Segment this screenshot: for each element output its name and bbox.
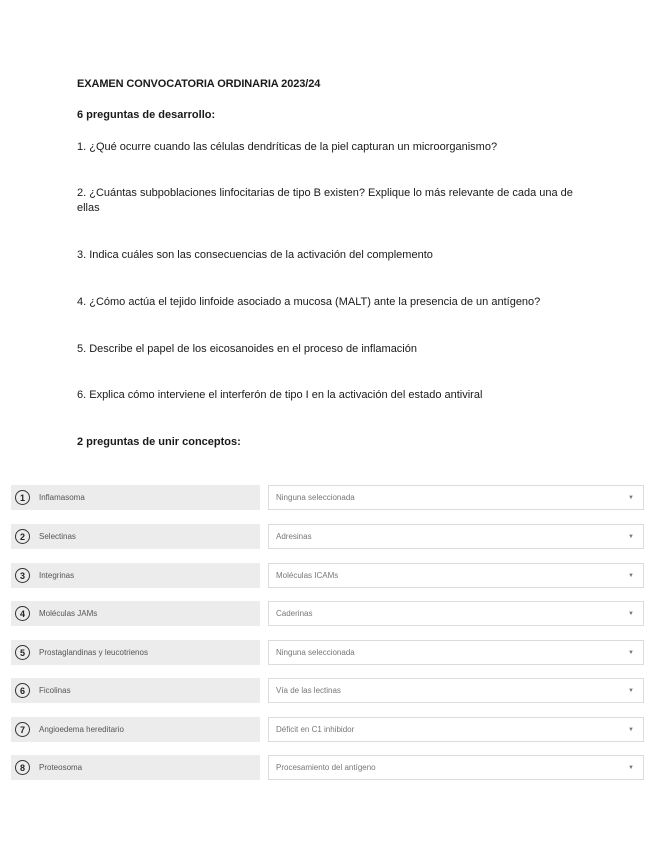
term-label: Moléculas JAMs bbox=[39, 609, 98, 618]
concept-select[interactable] bbox=[268, 563, 644, 588]
term-label: Proteosoma bbox=[39, 763, 83, 772]
select-value: Procesamiento del antígeno bbox=[276, 763, 376, 772]
match-row bbox=[11, 601, 644, 626]
match-row bbox=[11, 485, 644, 510]
concept-select[interactable] bbox=[268, 524, 644, 549]
match-term bbox=[11, 640, 260, 665]
term-label: Angioedema hereditario bbox=[39, 725, 124, 734]
item-number-badge: 5 bbox=[15, 645, 30, 660]
match-row bbox=[11, 678, 644, 703]
select-value: Adresinas bbox=[276, 532, 312, 541]
matching-section-heading: 2 preguntas de unir conceptos: bbox=[77, 436, 241, 448]
match-term bbox=[11, 485, 260, 510]
match-row bbox=[11, 640, 644, 665]
question-3: 3. Indica cuáles son las consecuencias de la activación del complemento bbox=[77, 249, 433, 261]
match-row bbox=[11, 524, 644, 549]
item-number-badge: 6 bbox=[15, 683, 30, 698]
chevron-down-icon[interactable]: ▼ bbox=[628, 494, 634, 501]
item-number-badge: 3 bbox=[15, 568, 30, 583]
item-number-badge: 1 bbox=[15, 490, 30, 505]
question-6: 6. Explica cómo interviene el interferón de tipo I en la activación del estado antiviral bbox=[77, 389, 483, 401]
question-5: 5. Describe el papel de los eicosanoides en el proceso de inflamación bbox=[77, 343, 417, 355]
select-value: Vía de las lectinas bbox=[276, 686, 341, 695]
item-number-badge: 4 bbox=[15, 606, 30, 621]
term-label: Prostaglandinas y leucotrienos bbox=[39, 648, 148, 657]
chevron-down-icon[interactable]: ▼ bbox=[628, 649, 634, 656]
concept-select[interactable] bbox=[268, 640, 644, 665]
chevron-down-icon[interactable]: ▼ bbox=[628, 687, 634, 694]
concept-select[interactable] bbox=[268, 485, 644, 510]
term-label: Ficolinas bbox=[39, 686, 71, 695]
select-value: Caderinas bbox=[276, 609, 313, 618]
exam-title: EXAMEN CONVOCATORIA ORDINARIA 2023/24 bbox=[77, 78, 321, 90]
concept-select[interactable] bbox=[268, 755, 644, 780]
term-label: Inflamasoma bbox=[39, 493, 85, 502]
question-1: 1. ¿Qué ocurre cuando las células dendríticas de la piel capturan un microorganismo? bbox=[77, 141, 498, 153]
concept-select[interactable] bbox=[268, 678, 644, 703]
item-number-badge: 8 bbox=[15, 760, 30, 775]
match-term bbox=[11, 524, 260, 549]
development-section-heading: 6 preguntas de desarrollo: bbox=[77, 109, 216, 121]
term-label: Integrinas bbox=[39, 571, 75, 580]
term-label: Selectinas bbox=[39, 532, 76, 541]
item-number-badge: 7 bbox=[15, 722, 30, 737]
concept-select[interactable] bbox=[268, 717, 644, 742]
select-value: Ninguna seleccionada bbox=[276, 493, 355, 502]
concept-select[interactable] bbox=[268, 601, 644, 626]
chevron-down-icon[interactable]: ▼ bbox=[628, 533, 634, 540]
question-4: 4. ¿Cómo actúa el tejido linfoide asociado a mucosa (MALT) ante la presencia de un antígeno? bbox=[77, 296, 541, 308]
match-row bbox=[11, 717, 644, 742]
question-2: 2. ¿Cuántas subpoblaciones linfocitarias de tipo B existen? Explique lo más relevante de cada una de ellas bbox=[77, 187, 573, 214]
match-term bbox=[11, 601, 260, 626]
select-value: Déficit en C1 inhibidor bbox=[276, 725, 355, 734]
chevron-down-icon[interactable]: ▼ bbox=[628, 764, 634, 771]
chevron-down-icon[interactable]: ▼ bbox=[628, 610, 634, 617]
chevron-down-icon[interactable]: ▼ bbox=[628, 572, 634, 579]
chevron-down-icon[interactable]: ▼ bbox=[628, 726, 634, 733]
match-term bbox=[11, 755, 260, 780]
match-term bbox=[11, 678, 260, 703]
match-term bbox=[11, 717, 260, 742]
match-term bbox=[11, 563, 260, 588]
match-row bbox=[11, 755, 644, 780]
item-number-badge: 2 bbox=[15, 529, 30, 544]
select-value: Moléculas ICAMs bbox=[276, 571, 339, 580]
match-row bbox=[11, 563, 644, 588]
select-value: Ninguna seleccionada bbox=[276, 648, 355, 657]
